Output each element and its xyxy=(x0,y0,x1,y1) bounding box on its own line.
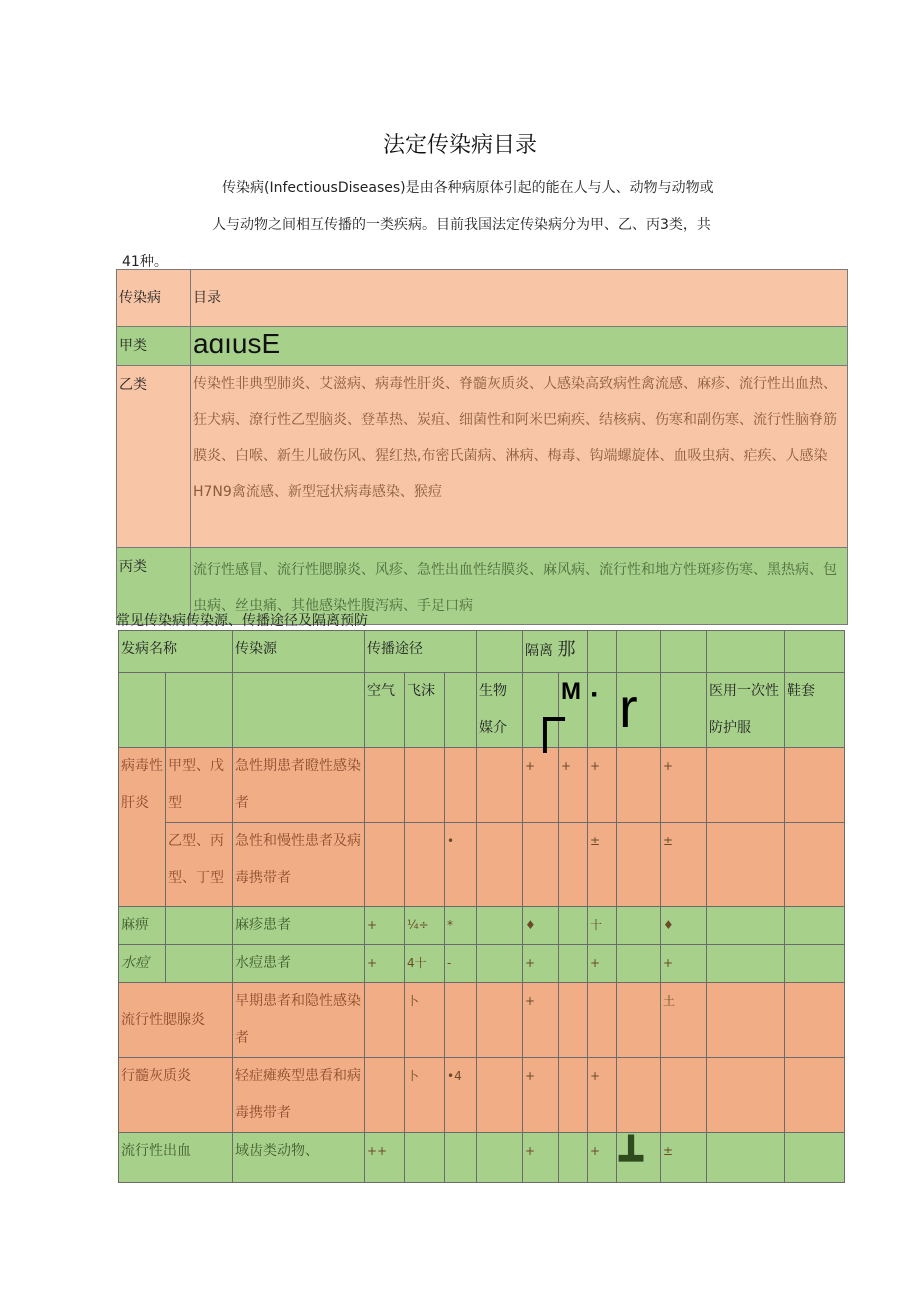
catalog-category: 乙类 xyxy=(117,366,191,548)
header-blank xyxy=(119,673,166,748)
catalog-content: aɑıusE xyxy=(191,327,848,366)
mark-cell: + xyxy=(661,748,707,823)
mark-cell xyxy=(785,748,845,823)
header-isolation-label: 隔离 xyxy=(525,643,554,659)
blank-cell xyxy=(166,945,233,983)
disease-source: 轻症瘫痪型患看和病毒携带者 xyxy=(233,1058,365,1133)
mark-cell: + xyxy=(523,983,559,1058)
header-bio-media: 生物媒介 xyxy=(477,673,523,748)
mark-cell xyxy=(477,1058,523,1133)
intro-line-1: 传染病(InfectiousDiseases)是由各种病原体引起的能在人与人、动物与动物或 xyxy=(222,180,714,196)
disease-name: 麻痹 xyxy=(119,907,166,945)
mark-cell: 十 xyxy=(588,907,617,945)
disease-name: 甲型、戊型 xyxy=(166,748,233,823)
catalog-header-row xyxy=(117,270,848,327)
catalog-table xyxy=(116,269,848,625)
mark-cell xyxy=(617,1058,661,1133)
header-blank xyxy=(661,631,707,673)
mark-cell xyxy=(445,748,477,823)
catalog-row-class-a xyxy=(117,327,848,366)
hepatitis-group-label: 病毒性肝炎 xyxy=(119,748,166,907)
blank-cell xyxy=(166,907,233,945)
mark-cell: •4 xyxy=(445,1058,477,1133)
disease-source: 水痘患者 xyxy=(233,945,365,983)
disease-source: 域齿类动物、 xyxy=(233,1133,365,1183)
mark-cell: + xyxy=(523,748,559,823)
mark-cell: + xyxy=(661,945,707,983)
header-droplet: 飞沫 xyxy=(405,673,445,748)
mark-cell xyxy=(785,1133,845,1183)
mark-cell: + xyxy=(588,1133,617,1183)
mark-cell xyxy=(707,945,785,983)
table2-header-row-1 xyxy=(119,631,845,673)
header-blank xyxy=(445,673,477,748)
mark-cell xyxy=(445,1133,477,1183)
mark-cell: ¼÷ xyxy=(405,907,445,945)
mark-cell xyxy=(707,748,785,823)
table-row xyxy=(119,823,845,907)
table-row xyxy=(119,945,845,983)
table2-header-row-2 xyxy=(119,673,845,748)
header-blank xyxy=(785,631,845,673)
mark-cell xyxy=(617,945,661,983)
mark-cell xyxy=(477,983,523,1058)
mark-cell xyxy=(559,907,588,945)
mark-cell xyxy=(617,748,661,823)
mark-cell: + xyxy=(523,1133,559,1183)
catalog-category: 丙类 xyxy=(117,548,191,625)
mark-cell xyxy=(559,823,588,907)
prevention-table xyxy=(118,630,845,1183)
mark-cell: + xyxy=(588,945,617,983)
mark-cell: + xyxy=(365,945,405,983)
mark-cell: + xyxy=(559,748,588,823)
mark-cell xyxy=(365,983,405,1058)
catalog-row-class-b xyxy=(117,366,848,548)
mark-cell xyxy=(477,823,523,907)
header-blank xyxy=(661,673,707,748)
mark-cell xyxy=(785,823,845,907)
mark-cell xyxy=(559,983,588,1058)
header-blank xyxy=(477,631,523,673)
mark-cell: - xyxy=(445,945,477,983)
mark-cell xyxy=(365,1058,405,1133)
disease-source: 急性和慢性患者及病毒携带者 xyxy=(233,823,365,907)
catalog-header-list: 目录 xyxy=(191,270,848,327)
table-row xyxy=(119,748,845,823)
mark-cell xyxy=(707,1133,785,1183)
header-glyph-m: M xyxy=(559,673,588,748)
mark-cell xyxy=(785,1058,845,1133)
header-glyph-dot: · xyxy=(588,673,617,748)
mark-cell xyxy=(365,748,405,823)
table-row xyxy=(119,1058,845,1133)
mark-cell xyxy=(661,1058,707,1133)
header-source: 传染源 xyxy=(233,631,365,673)
mark-cell xyxy=(707,983,785,1058)
mark-cell xyxy=(617,983,661,1058)
header-blank xyxy=(707,631,785,673)
mark-cell xyxy=(405,1133,445,1183)
mark-cell: ± xyxy=(588,823,617,907)
mark-cell: 4十 xyxy=(405,945,445,983)
mark-cell: + xyxy=(523,1058,559,1133)
disease-name: 流行性腮腺炎 xyxy=(119,983,233,1058)
header-gown: 医用一次性防护服 xyxy=(707,673,785,748)
mark-cell xyxy=(445,983,477,1058)
header-isolation xyxy=(523,631,588,673)
disease-name: 行髓灰质炎 xyxy=(119,1058,233,1133)
mark-cell xyxy=(617,907,661,945)
intro-line-2: 人与动物之间相互传播的一类疾病。目前我国法定传染病分为甲、乙、丙3类，共 xyxy=(212,217,711,233)
table-row xyxy=(119,907,845,945)
mark-cell xyxy=(477,907,523,945)
mark-cell: ♦ xyxy=(661,907,707,945)
mark-cell: ♦ xyxy=(523,907,559,945)
mark-cell: ± xyxy=(661,823,707,907)
mark-cell xyxy=(707,823,785,907)
mark-cell: 卜 xyxy=(405,983,445,1058)
header-isolation-mark: 那 xyxy=(557,639,576,660)
mark-cell xyxy=(785,945,845,983)
mark-cell: ++ xyxy=(365,1133,405,1183)
section-caption: 常见传染病传染源、传播途径及隔离预防 xyxy=(116,613,368,629)
mark-cell xyxy=(405,748,445,823)
header-shoe: 鞋套 xyxy=(785,673,845,748)
header-blank xyxy=(588,631,617,673)
disease-name: 流行性出血 xyxy=(119,1133,233,1183)
mark-cell xyxy=(405,823,445,907)
mark-cell xyxy=(785,907,845,945)
mark-cell xyxy=(588,983,617,1058)
mark-cell: ± xyxy=(661,1133,707,1183)
disease-name: 乙型、丙型、丁型 xyxy=(166,823,233,907)
header-disease: 发病名称 xyxy=(119,631,233,673)
header-glyph-r: r xyxy=(617,673,661,748)
mark-cell xyxy=(477,1133,523,1183)
table-row xyxy=(119,1133,845,1183)
header-blank xyxy=(233,673,365,748)
mark-cell: + xyxy=(588,1058,617,1133)
mark-cell: + xyxy=(588,748,617,823)
mark-cell xyxy=(559,1058,588,1133)
catalog-category: 甲类 xyxy=(117,327,191,366)
mark-cell xyxy=(559,1133,588,1183)
catalog-content: 传染性非典型肺炎、艾滋病、病毒性肝炎、脊髓灰质炎、人感染高致病性禽流感、麻疹、流行性出血热、狂犬病、潦行性乙型脑炎、登革热、炭疽、细菌性和阿米巴痢疾、结核病、伤寒和副伤寒、流行性脑脊筋膜炎、白喉、新生儿破伤风、猩红热,布密氏菌病、淋病、梅毒、钩端螺旋体、血吸虫病、疟疾、人感染H7N9禽流感、新型冠状病毒感染、猴痘 xyxy=(191,366,848,548)
header-blank xyxy=(166,673,233,748)
mark-cell: 土 xyxy=(661,983,707,1058)
mark-cell: 卜 xyxy=(405,1058,445,1133)
mark-cell xyxy=(707,907,785,945)
mark-cell xyxy=(707,1058,785,1133)
header-route: 传播途径 xyxy=(365,631,477,673)
mark-cell: + xyxy=(523,945,559,983)
mark-cell xyxy=(559,945,588,983)
header-air: 空气 xyxy=(365,673,405,748)
header-glyph-corner: ┌ xyxy=(523,673,559,748)
mark-cell xyxy=(617,823,661,907)
mark-cell: • xyxy=(445,823,477,907)
catalog-content: 流行性感冒、流行性腮腺炎、风疹、急性出血性结膜炎、麻风病、流行性和地方性斑疹伤寒、黑热病、包虫病、丝虫痛、其他感染性腹泻病、手足口病 xyxy=(191,548,848,625)
mark-cell xyxy=(365,823,405,907)
disease-source: 早期患者和隐性感染者 xyxy=(233,983,365,1058)
catalog-header-category: 传染病 xyxy=(117,270,191,327)
disease-source: 麻疹患者 xyxy=(233,907,365,945)
mark-cell: * xyxy=(445,907,477,945)
disease-name: 水痘 xyxy=(119,945,166,983)
mark-cell: + xyxy=(365,907,405,945)
mark-cell xyxy=(477,945,523,983)
mark-cell xyxy=(477,748,523,823)
page-title: 法定传染病目录 xyxy=(382,133,537,158)
mark-cell: ┻ xyxy=(617,1133,661,1183)
intro-line-3: 41种。 xyxy=(122,254,168,270)
header-blank xyxy=(617,631,661,673)
disease-source: 急性期患者瞪性感染者 xyxy=(233,748,365,823)
table-row xyxy=(119,983,845,1058)
mark-cell xyxy=(785,983,845,1058)
mark-cell xyxy=(523,823,559,907)
